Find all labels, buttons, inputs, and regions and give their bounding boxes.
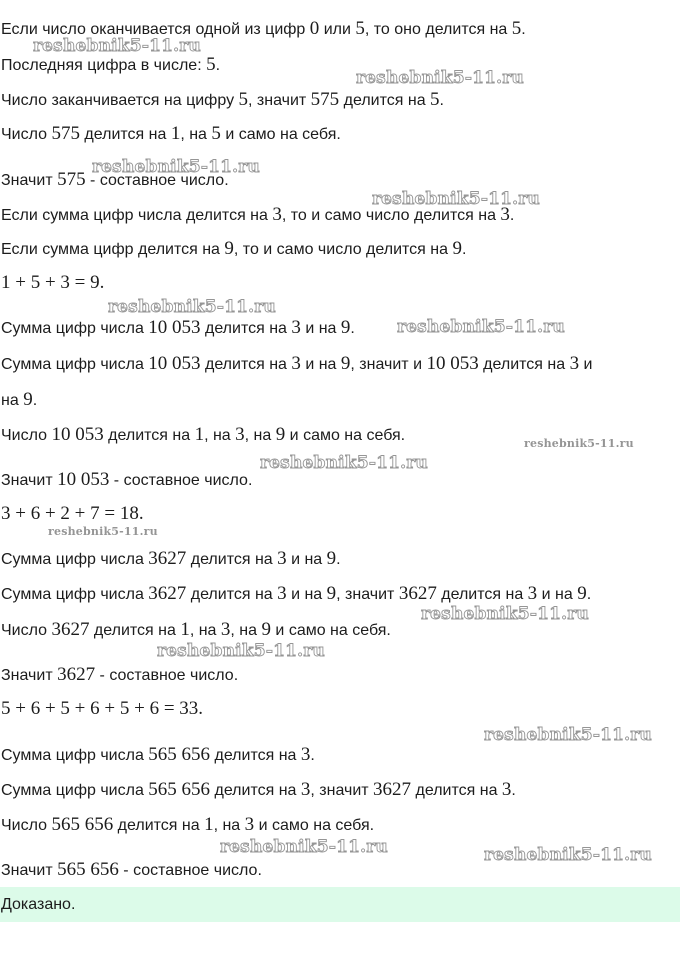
math-value: 10 053 <box>148 317 201 338</box>
text-line: Сумма цифр числа 565 656 делится на 3, значит 3627 делится на 3. <box>1 779 516 800</box>
watermark: reshebnik5-11.ru <box>220 837 388 857</box>
text-line: Последняя цифра в числе: 5. <box>1 54 221 75</box>
text-line: Число 3627 делится на 1, на 3, на 9 и само на себя. <box>1 619 391 640</box>
math-value: 3 <box>220 619 231 640</box>
math-value: 3627 <box>57 664 96 685</box>
math-value: 565 656 <box>148 744 211 765</box>
text-line: Значит 575 - составное число. <box>1 169 229 190</box>
math-value: 3627 <box>148 548 187 569</box>
math-value: 9 <box>23 389 33 410</box>
math-value: 5 <box>206 54 216 75</box>
math-value: 3 <box>527 583 538 604</box>
math-value: 5 <box>355 18 365 39</box>
math-value: 10 053 <box>148 353 201 374</box>
math-value: 3 <box>235 424 245 445</box>
math-value: 3 <box>277 548 287 569</box>
watermark: reshebnik5-11.ru <box>48 525 158 538</box>
math-value: 3 + 6 + 2 + 7 = 18. <box>1 503 144 524</box>
math-value: 565 656 <box>148 779 211 800</box>
math-value: 575 <box>51 123 80 144</box>
math-value: 5 <box>511 18 522 39</box>
math-value: 1 <box>194 424 205 445</box>
watermark: reshebnik5-11.ru <box>92 157 260 177</box>
math-value: 9 <box>224 238 234 259</box>
math-value: 1 <box>180 619 190 640</box>
text-line: Сумма цифр числа 565 656 делится на 3. <box>1 744 315 765</box>
text-line: Значит 3627 - составное число. <box>1 664 239 685</box>
math-value: 3 <box>500 204 510 225</box>
result-text: Доказано. <box>1 896 76 913</box>
math-value: 565 656 <box>51 814 114 835</box>
text-line: Число 10 053 делится на 1, на 3, на 9 и само на себя. <box>1 424 406 445</box>
watermark: reshebnik5-11.ru <box>157 641 325 661</box>
text-line: Если сумма цифр делится на 9, то и само число делится на 9. <box>1 238 467 259</box>
watermark: reshebnik5-11.ru <box>524 437 634 450</box>
math-value: 3 <box>272 204 282 225</box>
watermark: reshebnik5-11.ru <box>356 68 524 88</box>
text-line: Число 565 656 делится на 1, на 3 и само на себя. <box>1 814 375 835</box>
math-value: 9 <box>340 353 351 374</box>
math-value: 9 <box>452 238 462 259</box>
math-value: 9 <box>261 619 271 640</box>
text-line: Сумма цифр числа 3627 делится на 3 и на 9. <box>1 548 341 569</box>
math-value: 3 <box>277 583 287 604</box>
math-value: 3 <box>291 353 301 374</box>
text-line: Сумма цифр числа 3627 делится на 3 и на 9, значит 3627 делится на 3 и на 9. <box>1 583 592 604</box>
text-line: Значит 10 053 - составное число. <box>1 469 253 490</box>
math-value: 10 053 <box>57 469 110 490</box>
text-line: Значит 565 656 - составное число. <box>1 859 262 880</box>
text-line: Если число оканчивается одной из цифр 0 или 5, то оно делится на 5. <box>1 18 526 39</box>
text-line: на 9. <box>1 389 38 410</box>
math-value: 3627 <box>398 583 437 604</box>
equation-line <box>1 699 203 720</box>
math-value: 3627 <box>148 583 187 604</box>
math-value: 1 + 5 + 3 = 9. <box>1 272 105 293</box>
math-value: 3 <box>244 814 255 835</box>
watermark: reshebnik5-11.ru <box>108 297 276 317</box>
math-value: 0 <box>309 18 320 39</box>
math-value: 3 <box>300 744 311 765</box>
math-value: 575 <box>57 169 86 190</box>
math-value: 5 + 6 + 5 + 6 + 5 + 6 = 33. <box>1 698 204 719</box>
math-value: 565 656 <box>57 859 119 880</box>
math-value: 3 <box>569 353 580 374</box>
math-value: 1 <box>204 814 214 835</box>
math-value: 9 <box>326 548 337 569</box>
math-value: 3 <box>501 779 512 800</box>
watermark: reshebnik5-11.ru <box>484 725 652 745</box>
math-value: 1 <box>170 123 181 144</box>
math-value: 5 <box>238 89 249 110</box>
text-line: Число заканчивается на цифру 5, значит 575 делится на 5. <box>1 89 444 110</box>
watermark: reshebnik5-11.ru <box>484 845 652 865</box>
math-value: 3 <box>300 779 311 800</box>
math-value: 9 <box>275 424 286 445</box>
text-line: Сумма цифр числа 10 053 делится на 3 и на 9, значит и 10 053 делится на 3 и <box>1 353 593 374</box>
math-value: 3627 <box>51 619 90 640</box>
math-value: 3 <box>291 317 301 338</box>
result-box <box>0 887 680 922</box>
math-value: 9 <box>340 317 351 338</box>
text-line: Сумма цифр числа 10 053 делится на 3 и на 9. <box>1 317 355 338</box>
math-value: 575 <box>310 89 340 110</box>
watermark: reshebnik5-11.ru <box>33 36 201 56</box>
math-value: 3627 <box>373 779 412 800</box>
math-value: 10 053 <box>426 353 479 374</box>
text-line: Число 575 делится на 1, на 5 и само на себя. <box>1 123 341 144</box>
math-value: 5 <box>430 89 440 110</box>
watermark: reshebnik5-11.ru <box>260 453 428 473</box>
watermark: reshebnik5-11.ru <box>421 604 589 624</box>
math-value: 5 <box>211 123 221 144</box>
math-value: 9 <box>326 583 337 604</box>
math-value: 9 <box>577 583 587 604</box>
equation-line <box>1 504 144 525</box>
watermark: reshebnik5-11.ru <box>372 189 540 209</box>
text-line: Если сумма цифр числа делится на 3, то и само число делится на 3. <box>1 204 515 225</box>
equation-line <box>1 273 104 294</box>
math-value: 10 053 <box>51 424 104 445</box>
watermark: reshebnik5-11.ru <box>397 317 565 337</box>
